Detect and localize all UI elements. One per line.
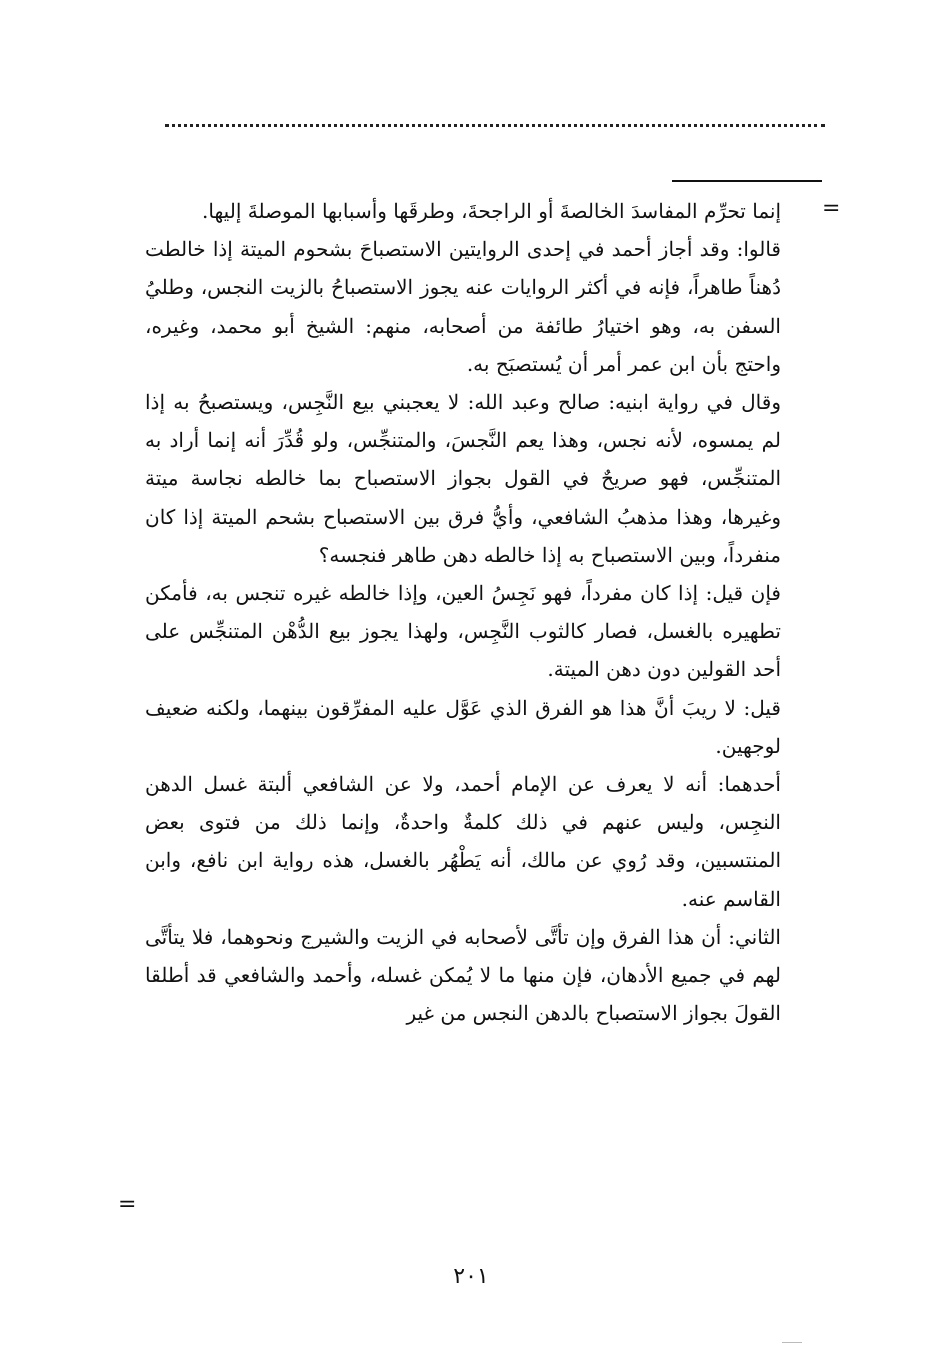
paragraph-6: أحدهما: أنه لا يعرف عن الإمام أحمد، ولا عن الشافعي ألبتة غسل الدهن النجِس، وليس عنهم في ذلك كلمةٌ واحدةٌ، وإنما ذلك من فتوى بعض المنتسبين، وقد رُوي عن مالك، أنه يَطْهُر بالغسل، هذه رواية ابن نافع، وابن القاسم عنه. xyxy=(145,772,781,911)
scan-mark xyxy=(782,1342,802,1343)
paragraph-4: فإن قيل: إذا كان مفرداً، فهو نَجِسُ العين، وإذا خالطه غيره تنجس به، فأمكن تطهيره بالغسل، فصار كالثوب النَّجِس، ولهذا يجوز بيع الدُّهْن المتنجِّس على أحد القولين دون دهن الميتة. xyxy=(145,581,781,682)
paragraph-2: قالوا: وقد أجاز أحمد في إحدى الروايتين الاستصباحَ بشحوم الميتة إذا خالطت دُهناً طاهراً، فإنه في أكثر الروايات عنه يجوز الاستصباحُ بالزيت النجس، وطليُ السفن به، وهو اختيارُ طائفة من أصحابه، منهم: الشيخ أبو محمد، وغيره، واحتج بأن ابن عمر أمر أن يُستصبَح به. xyxy=(145,237,781,376)
footnote-rule xyxy=(672,180,822,182)
dotted-separator xyxy=(165,124,825,127)
footnote-text xyxy=(145,192,781,1032)
continuation-marker-end: = xyxy=(118,1192,137,1217)
paragraph-1: إنما تحرِّم المفاسدَ الخالصةَ أو الراجحةَ، وطرقَها وأسبابها الموصلةَ إليها. xyxy=(202,199,781,223)
paragraph-3: وقال في رواية ابنيه: صالح وعبد الله: لا يعجبني بيع النَّجِس، ويستصبحُ به إذا لم يمسوه، لأنه نجس، وهذا يعم النَّجسَ، والمتنجِّس، ولو قُدِّرَ أنه إنما أراد به المتنجِّس، فهو صريحٌ في القول بجواز الاستصباح بما خالطه نجاسة ميتة وغيرها، وهذا مذهبُ الشافعي، وأيُّ فرق بين الاستصباح بشحم الميتة إذا كان منفرداً، وبين الاستصباح به إذا خالطه دهن طاهر فنجسه؟ xyxy=(145,390,781,567)
paragraph-5: قيل: لا ريبَ أنَّ هذا هو الفرق الذي عَوَّل عليه المفرِّقون بينهما، ولكنه ضعيف لوجهين. xyxy=(145,695,781,758)
paragraph-7: الثاني: أن هذا الفرق وإن تأتَّى لأصحابه في الزيت والشيرج ونحوهما، فلا يتأتَّى لهم في جميع الأدهان، فإن منها ما لا يُمكن غسله، وأحمد والشافعي قد أطلقا القولَ بجواز الاستصباح بالدهن النجس من غير xyxy=(145,924,781,1026)
continuation-marker-start: = xyxy=(822,196,841,221)
page-number: ٢٠١ xyxy=(453,1264,489,1289)
